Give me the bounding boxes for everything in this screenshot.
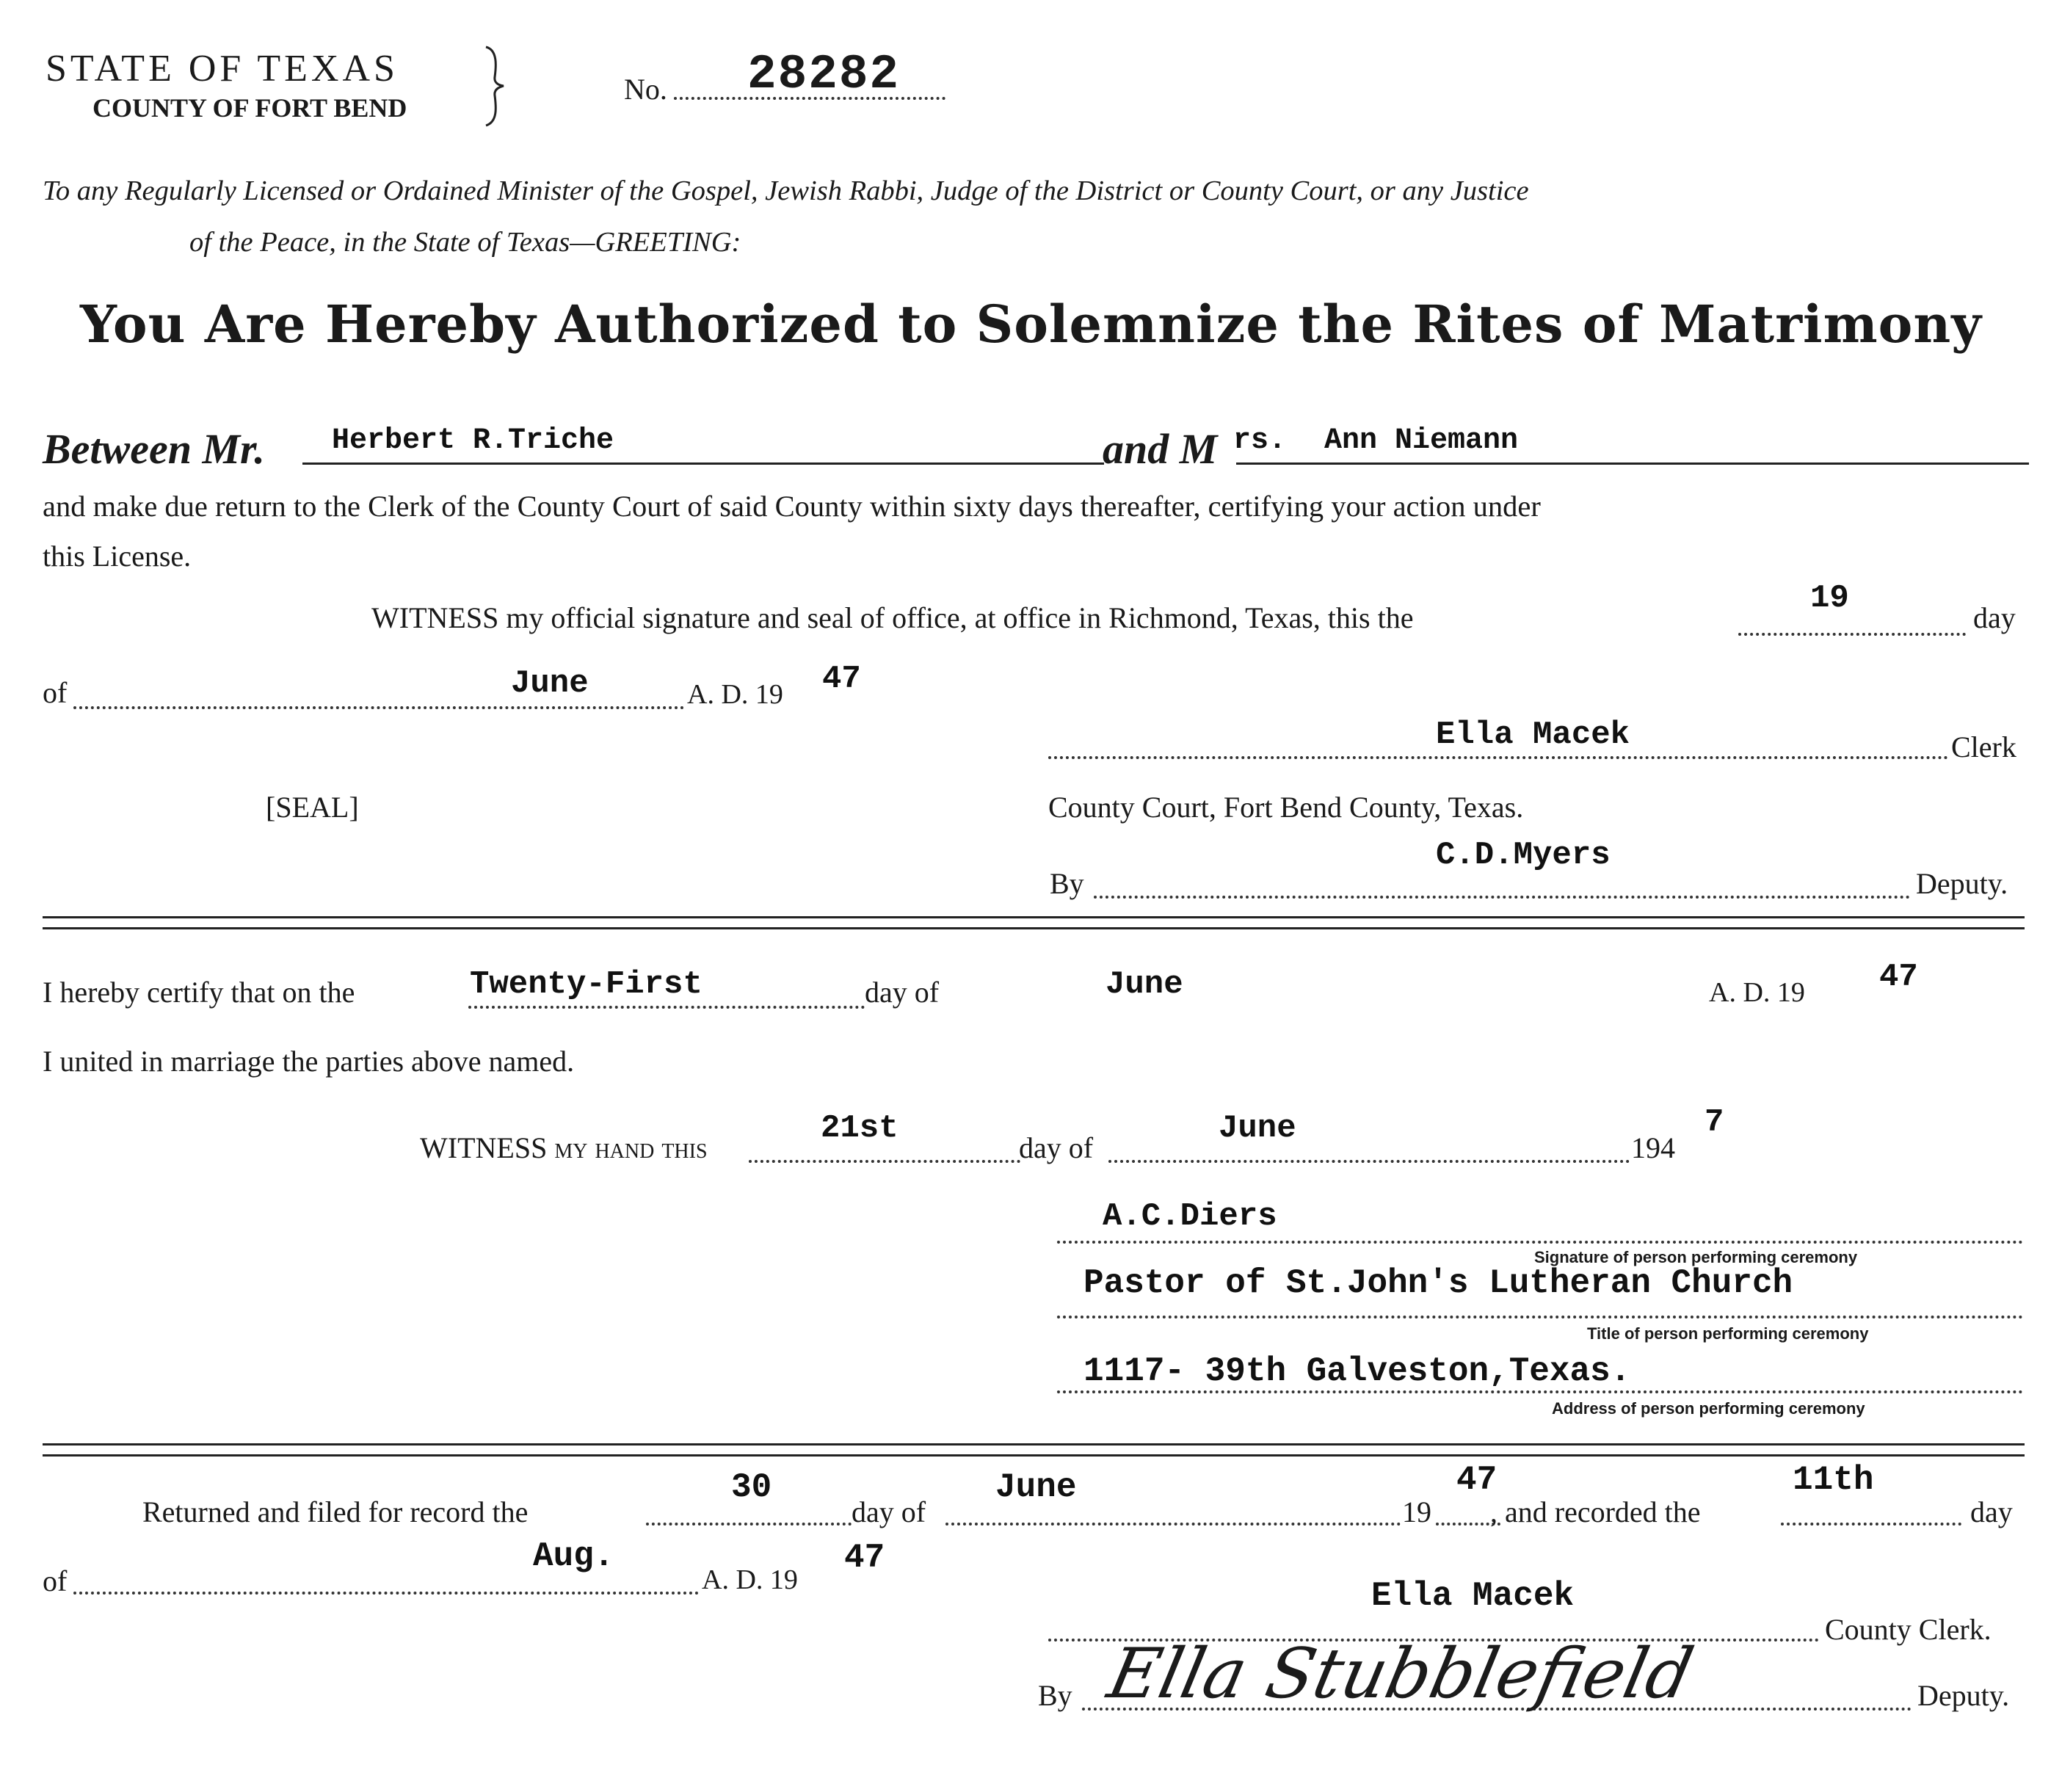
officiant-name: A.C.Diers xyxy=(1103,1198,1277,1235)
license-no-label: No. xyxy=(624,73,667,106)
witness-month: June xyxy=(511,665,589,702)
deputy-name: C.D.Myers xyxy=(1436,837,1611,874)
witness-hand-day: 21st xyxy=(821,1110,899,1147)
witness-ad-label: A. D. 19 xyxy=(687,679,783,710)
certify-day-line xyxy=(468,1006,865,1009)
bride-line xyxy=(1236,462,2029,465)
bride-name: Ann Niemann xyxy=(1324,424,1519,457)
officiant-name-line xyxy=(1057,1241,2023,1244)
groom-line xyxy=(302,462,1104,465)
county-clerk-name: Ella Macek xyxy=(1371,1577,1575,1615)
certify-month: June xyxy=(1106,966,1183,1003)
recorded-year: 47 xyxy=(844,1539,885,1577)
address-line-2: of the Peace, in the State of Texas—GREETING: xyxy=(189,227,741,258)
witness-day-line xyxy=(1738,633,1966,636)
witness-hand-month-line xyxy=(1108,1160,1630,1163)
witness-hand-year-prefix: 194 xyxy=(1631,1131,1675,1164)
and-label: and M xyxy=(1103,425,1218,473)
recorded-month: Aug. xyxy=(533,1537,614,1575)
filing-month: June xyxy=(995,1468,1077,1506)
officiant-address-line xyxy=(1057,1390,2023,1393)
county-title: COUNTY OF FORT BEND xyxy=(92,93,407,123)
county-clerk-label: County Clerk. xyxy=(1825,1613,1992,1646)
recorded-ad-label: A. D. 19 xyxy=(702,1564,798,1595)
state-title: STATE OF TEXAS xyxy=(46,48,399,90)
between-label: Between Mr. xyxy=(43,425,265,473)
certify-year: 47 xyxy=(1879,959,1918,995)
document-title: You Are Hereby Authorized to Solemnize the Rites of Matrimony xyxy=(80,294,1982,355)
bride-prefix: rs. xyxy=(1233,424,1287,457)
filing-deputy-label: Deputy. xyxy=(1917,1679,2010,1712)
filing-year: 47 xyxy=(1456,1461,1498,1499)
deputy-label: Deputy. xyxy=(1916,867,2008,900)
united-text: I united in marriage the parties above named. xyxy=(43,1045,575,1078)
return-clause-line-1: and make due return to the Clerk of the County Court of said County within sixty days thereafter, certifying your action under xyxy=(43,490,1541,523)
deputy-line xyxy=(1094,896,1910,899)
certify-day: Twenty-First xyxy=(470,966,703,1003)
clerk-by-label: By xyxy=(1050,867,1084,900)
recorded-month-line xyxy=(73,1592,699,1595)
filing-day-line xyxy=(646,1523,852,1526)
section-divider-1 xyxy=(43,916,2025,929)
witness-hand-day-of-label: day of xyxy=(1019,1131,1094,1164)
address-line-1: To any Regularly Licensed or Ordained Minister of the Gospel, Jewish Rabbi, Judge of the District or County Court, or any Justice xyxy=(43,175,1529,206)
filing-year-prefix: 19 xyxy=(1402,1495,1431,1528)
return-clause-line-2: this License. xyxy=(43,540,192,573)
filing-day-of-label: day of xyxy=(852,1495,926,1528)
certify-day-of-label: day of xyxy=(865,976,940,1009)
witness-hand-month: June xyxy=(1219,1110,1296,1147)
section-divider-2 xyxy=(43,1443,2025,1457)
filing-text: Returned and filed for record the xyxy=(142,1495,529,1528)
license-number: 28282 xyxy=(747,47,901,102)
witness-hand-year-suffix: 7 xyxy=(1705,1104,1724,1141)
filing-by-label: By xyxy=(1038,1679,1072,1712)
county-court-label: County Court, Fort Bend County, Texas. xyxy=(1048,791,1524,824)
title-caption: Title of person performing ceremony xyxy=(1587,1324,1869,1343)
recorded-day-label: day xyxy=(1970,1495,2013,1528)
recorded-day-line xyxy=(1781,1523,1961,1526)
recorded-of-label: of xyxy=(43,1564,68,1597)
witness-hand-label: WITNESS my hand this xyxy=(420,1131,708,1164)
clerk-line xyxy=(1048,756,1948,759)
filing-day: 30 xyxy=(731,1468,772,1506)
officiant-title: Pastor of St.John's Lutheran Church xyxy=(1083,1264,1793,1302)
officiant-title-line xyxy=(1057,1316,2023,1318)
witness-year: 47 xyxy=(822,661,861,697)
seal-label: [SEAL] xyxy=(266,791,359,824)
certify-ad-label: A. D. 19 xyxy=(1709,977,1805,1008)
officiant-address: 1117- 39th Galveston,Texas. xyxy=(1083,1352,1631,1390)
recorded-label: , and recorded the xyxy=(1490,1495,1701,1528)
groom-name: Herbert R.Triche xyxy=(332,424,614,457)
witness-month-line xyxy=(73,706,684,709)
clerk-name: Ella Macek xyxy=(1436,717,1630,753)
witness-of-label: of xyxy=(43,676,68,709)
address-caption: Address of person performing ceremony xyxy=(1552,1399,1865,1418)
signature-caption: Signature of person performing ceremony xyxy=(1534,1248,1858,1266)
witness-hand-day-line xyxy=(749,1160,1020,1163)
witness-day-label: day xyxy=(1973,601,2016,634)
certify-text: I hereby certify that on the xyxy=(43,976,355,1009)
witness-day: 19 xyxy=(1810,580,1849,617)
clerk-label: Clerk xyxy=(1951,730,2016,763)
filing-month-line xyxy=(945,1523,1401,1526)
recorded-day: 11th xyxy=(1793,1461,1874,1499)
deputy-signature: Ella Stubblefield xyxy=(1101,1634,1700,1714)
brace-icon xyxy=(480,44,509,128)
witness-office-text: WITNESS my official signature and seal of office, at office in Richmond, Texas, this the xyxy=(371,601,1414,634)
